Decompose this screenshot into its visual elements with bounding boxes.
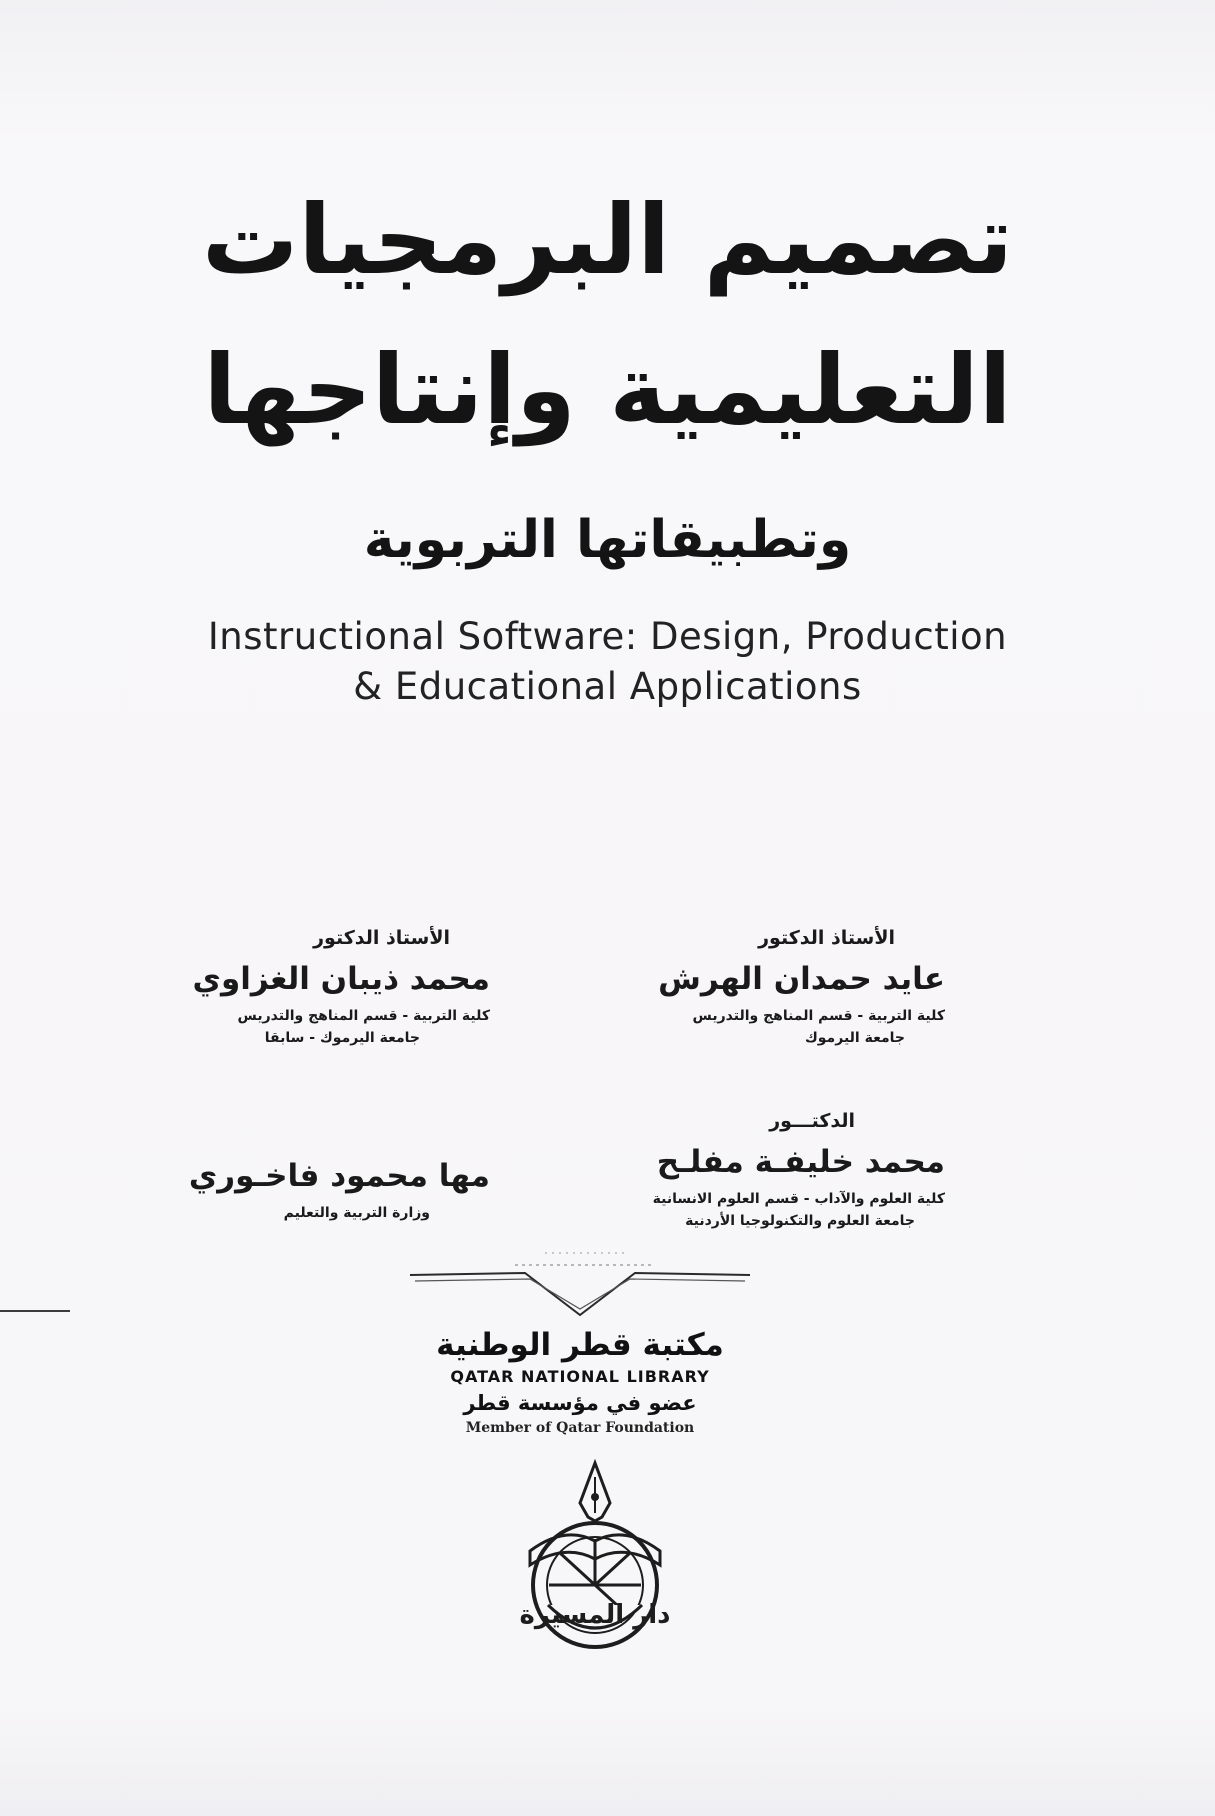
library-name-ar: مكتبة قطر الوطنية <box>436 1327 724 1363</box>
author-role: الأستاذ الدكتور <box>758 927 895 949</box>
library-stamp-graphic <box>405 1245 755 1325</box>
english-title-line-1: Instructional Software: Design, Production <box>207 615 1008 658</box>
author-affiliation: جامعة اليرموك - سابقا <box>264 1030 420 1046</box>
library-stamp <box>400 1325 760 1439</box>
author-role: الأستاذ الدكتور <box>313 927 450 949</box>
author-affiliation: كلية التربية - قسم المناهج والتدريس <box>692 1008 945 1024</box>
author-role: الدكتـــور <box>769 1110 855 1132</box>
author-block-4 <box>70 1148 490 1224</box>
author-name: محمد خليفـة مفلـح <box>656 1144 945 1180</box>
author-block-3 <box>525 1108 945 1232</box>
author-name: مها محمود فاخـوري <box>188 1158 490 1194</box>
title-line-2: التعليمية وإنتاجها <box>203 334 1012 446</box>
library-member-ar: عضو في مؤسسة قطر <box>463 1391 697 1415</box>
author-block-1 <box>525 925 945 1049</box>
author-affiliation: وزارة التربية والتعليم <box>283 1205 430 1221</box>
author-affiliation: جامعة العلوم والتكنولوجيا الأردنية <box>685 1213 915 1229</box>
margin-mark <box>0 1310 70 1312</box>
library-member-en: Member of Qatar Foundation <box>465 1420 695 1436</box>
author-affiliation: كلية التربية - قسم المناهج والتدريس <box>237 1008 490 1024</box>
title-line-1: تصميم البرمجيات <box>201 184 1014 296</box>
author-block-2 <box>70 925 490 1049</box>
subtitle: وتطبيقاتها التربوية <box>363 510 852 570</box>
author-name: عايد حمدان الهرش <box>658 961 945 997</box>
publisher-logo-text: دار المسيرة <box>519 1600 671 1630</box>
author-name: محمد ذيبان الغزاوي <box>192 961 490 997</box>
author-affiliation: كلية العلوم والآداب - قسم العلوم الانسانية <box>652 1191 945 1207</box>
english-title-line-2: & Educational Applications <box>353 665 862 708</box>
author-affiliation: جامعة اليرموك <box>804 1030 905 1046</box>
library-name-en: QATAR NATIONAL LIBRARY <box>450 1367 710 1386</box>
